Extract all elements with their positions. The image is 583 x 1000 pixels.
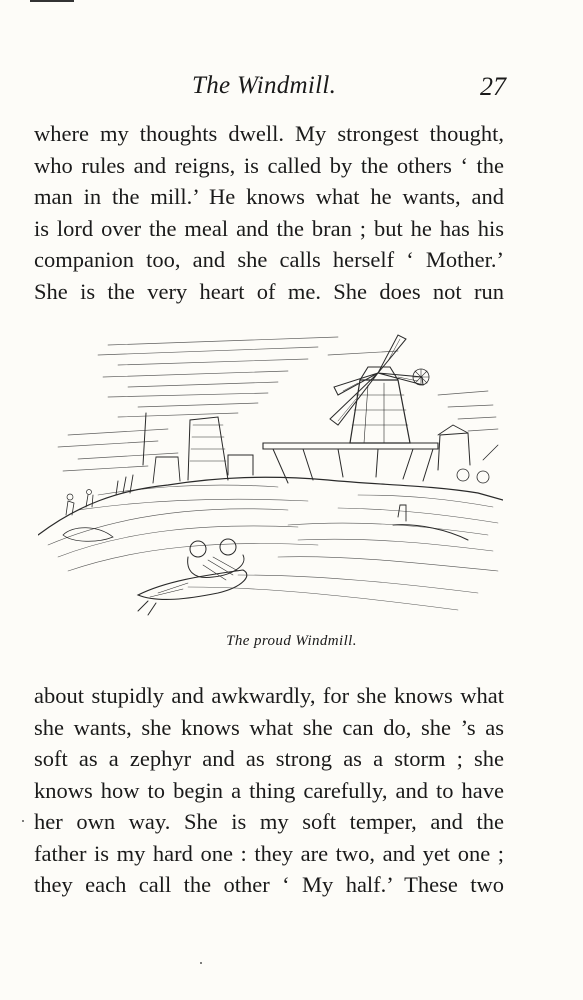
text-line: man in the mill.’ He knows what he wants, and <box>34 184 504 209</box>
text-line: who rules and reigns, is called by the others ‘ the <box>34 152 504 178</box>
text-line: companion too, and she calls herself ‘ Mother.’ <box>34 247 504 272</box>
paper-speck <box>22 820 24 822</box>
text-line: where my thoughts dwell. My strongest thought, <box>34 121 504 146</box>
page-number: 27 <box>480 72 506 101</box>
figure-caption: The proud Windmill. <box>226 633 357 649</box>
text-line: she wants, she knows what she can do, she ’s as <box>34 714 504 740</box>
paper-speck <box>200 962 202 964</box>
running-title: The Windmill. <box>192 72 337 99</box>
text-line: about stupidly and awkwardly, for she knows what <box>34 683 504 708</box>
text-line: She is the very heart of me. She does not run <box>34 278 504 304</box>
text-line: father is my hard one : they are two, and yet one ; <box>34 840 504 866</box>
text-line: is lord over the meal and the bran ; but he has his <box>34 215 504 241</box>
windmill-engraving <box>38 325 503 620</box>
running-head <box>0 72 583 108</box>
text-line: knows how to begin a thing carefully, and to have <box>34 777 504 803</box>
text-line: soft as a zephyr and as strong as a storm ; she <box>34 746 504 771</box>
top-rule <box>30 0 74 2</box>
body-text-top <box>34 118 504 307</box>
text-line: her own way. She is my soft temper, and the <box>34 809 504 834</box>
body-text-bottom <box>34 680 504 901</box>
text-line: they each call the other ‘ My half.’ These two <box>34 872 504 897</box>
